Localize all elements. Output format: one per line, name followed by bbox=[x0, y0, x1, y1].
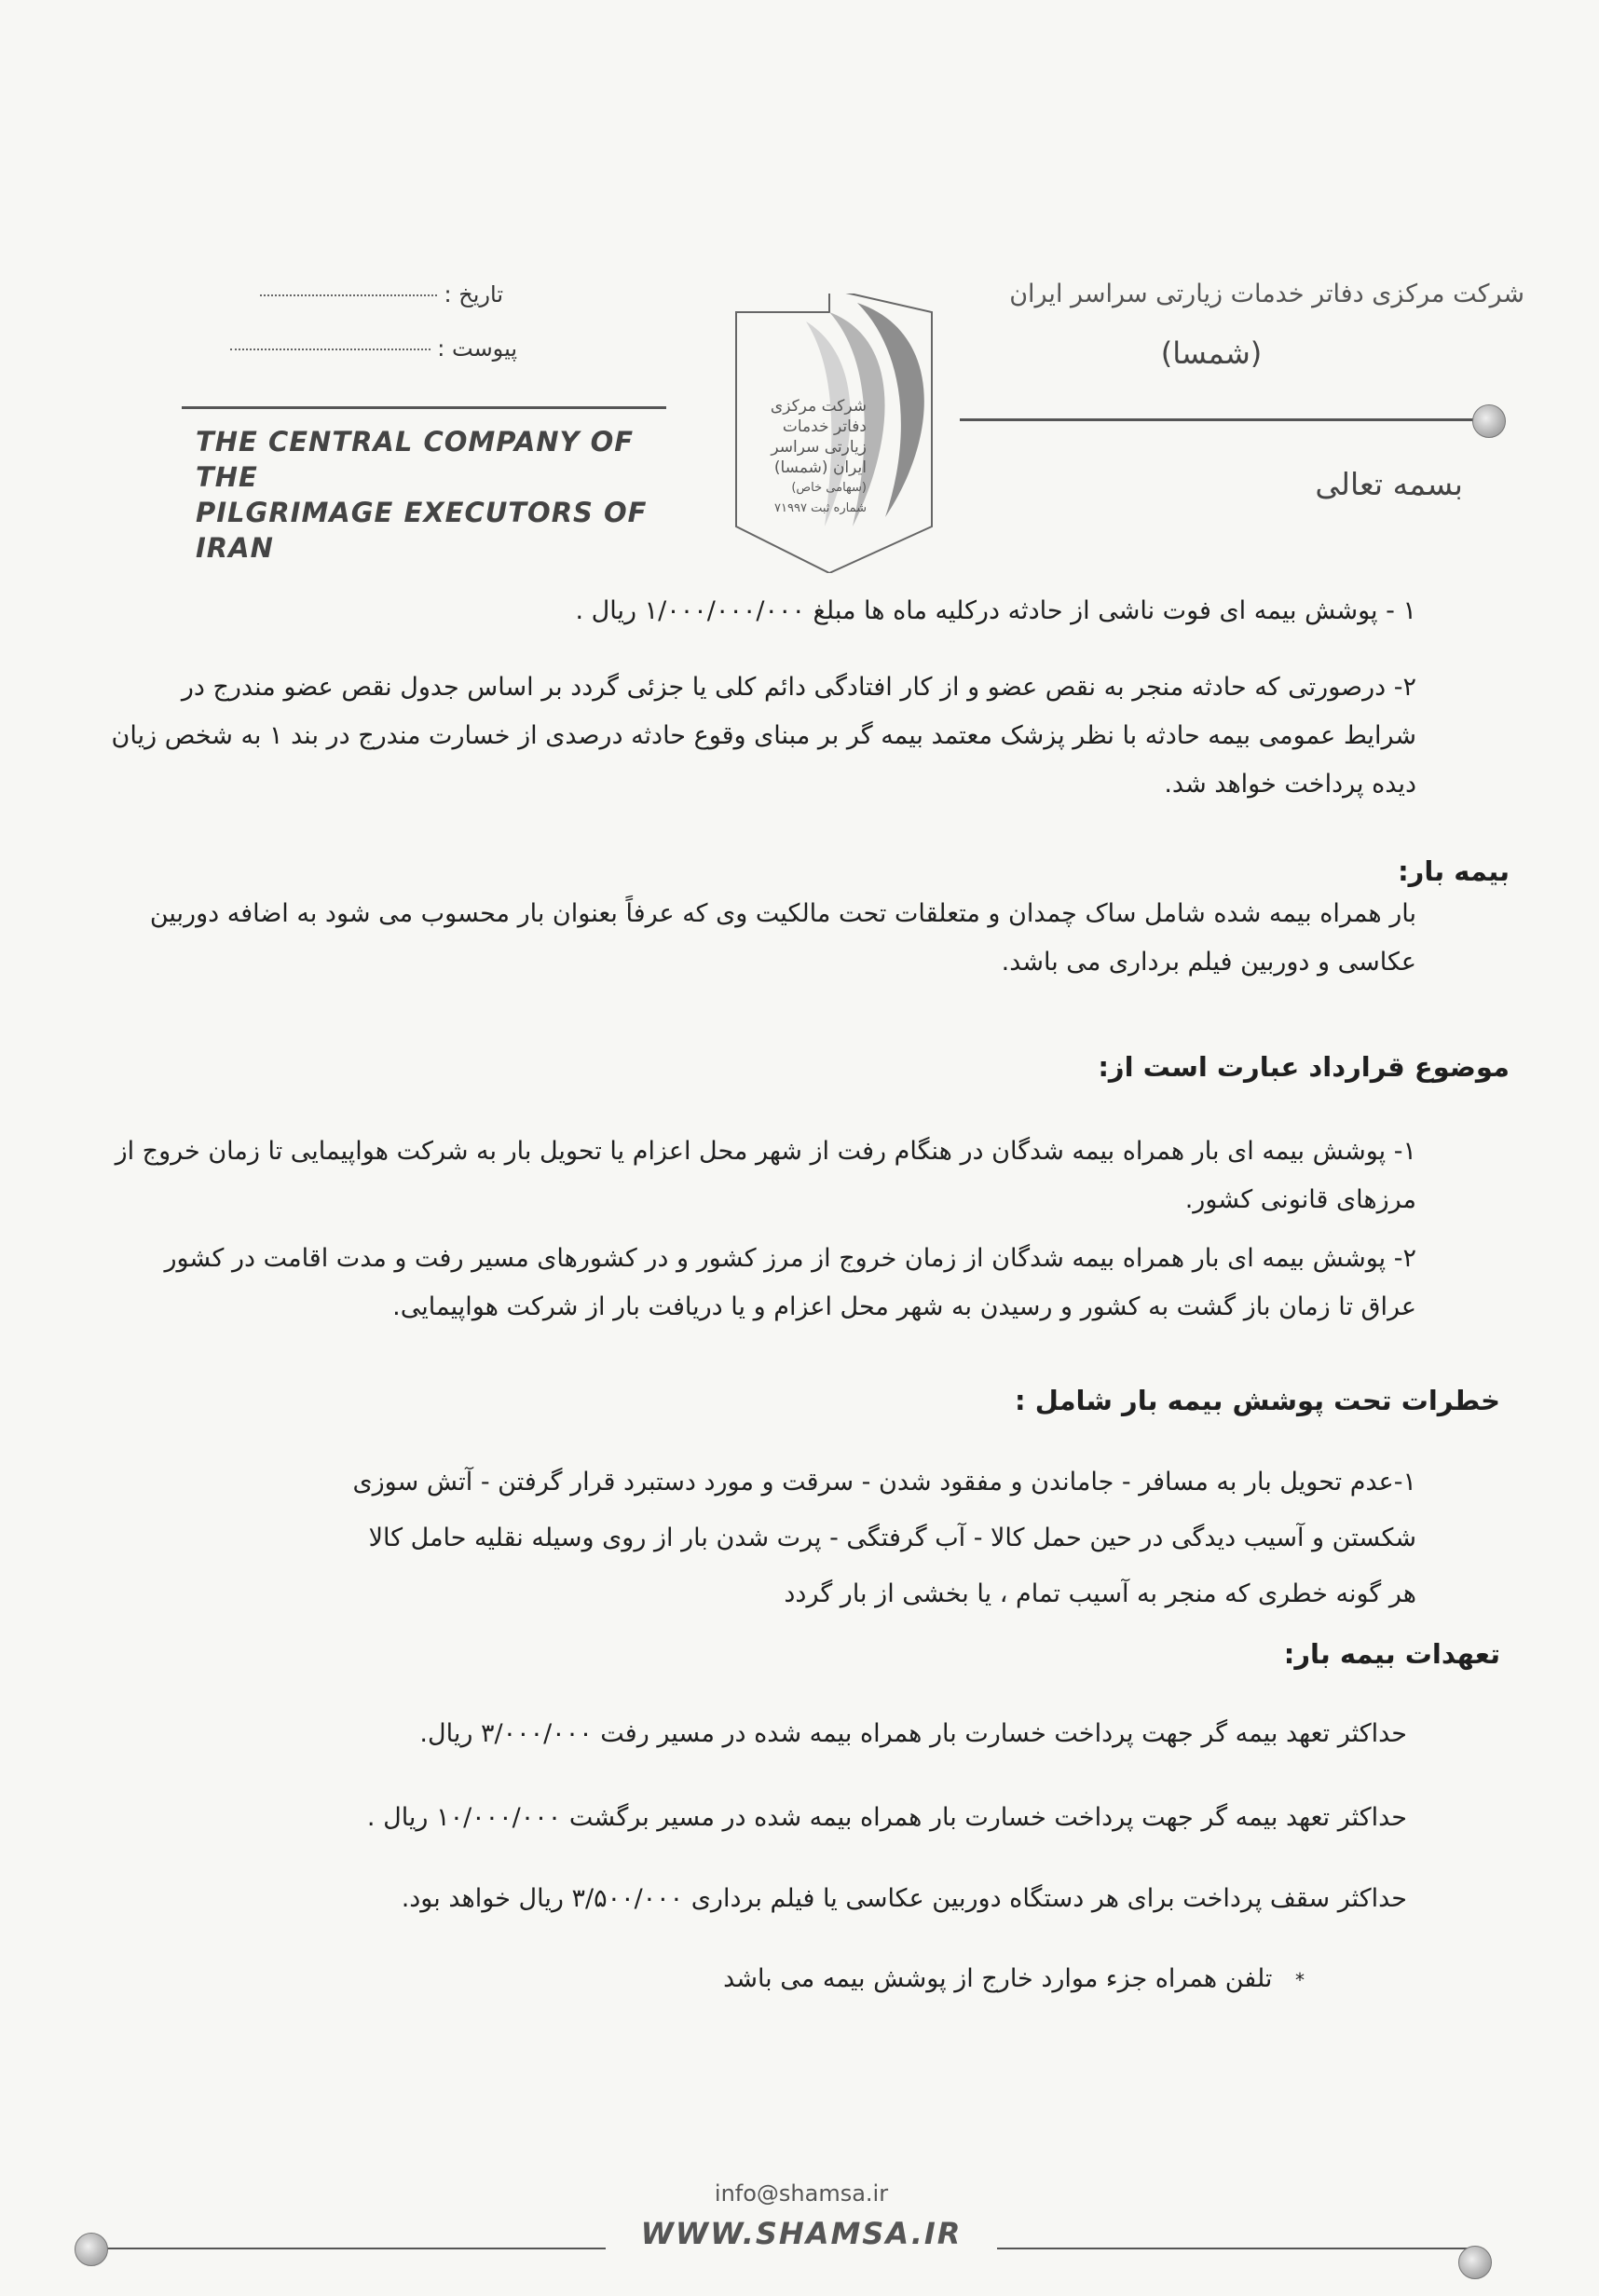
risks-line-2: شکستن و آسیب دیدگی در حین حمل کالا - آب گرفتگی - پرت شدن بار از روی وسیله نقلیه حامل کالا bbox=[368, 1524, 1416, 1552]
logo-text-line2: دفاتر خدمات bbox=[782, 417, 867, 436]
company-name-en-line2: PILGRIMAGE EXECUTORS OF IRAN bbox=[196, 497, 648, 564]
header-rule-left bbox=[182, 406, 666, 409]
mobile-phone-note bbox=[559, 1955, 1305, 2004]
note-text: تلفن همراه جزء موارد خارج از پوشش بیمه می باشد bbox=[723, 1964, 1273, 1993]
logo-text bbox=[727, 396, 867, 519]
risks-line-1: ۱-عدم تحویل بار به مسافر - جاماندن و مفقود شدن - سرقت و مورد دستبرد قرار گرفتن - آتش سوزی bbox=[352, 1468, 1416, 1496]
heading-contract-subject: موضوع قرارداد عبارت است از: bbox=[1098, 1051, 1510, 1083]
date-blank bbox=[260, 294, 437, 296]
attachment-label: پیوست : bbox=[437, 335, 517, 362]
subject-item-2: ۲- پوشش بیمه ای بار همراه بیمه شدگان از زمان خروج از مرز کشور و در کشورهای مسیر رفت و مدت اقامت در کشور عراق تا زمان باز گشت به کشور و رسیدن به شهر محل اعزام و یا دریافت بار از شرکت هواپیمایی. bbox=[164, 1244, 1416, 1321]
footer-website: WWW.SHAMSA.IR bbox=[606, 2216, 997, 2251]
clause-1: ۱ - پوشش بیمه ای فوت ناشی از حادثه درکلیه ماه ها مبلغ ۱/۰۰۰/۰۰۰/۰۰۰ ریال . bbox=[575, 596, 1416, 625]
attachment-blank bbox=[230, 348, 430, 350]
company-logo bbox=[718, 294, 950, 573]
subject-item-1: ۱- پوشش بیمه ای بار همراه بیمه شدگان در هنگام رفت از شهر محل اعزام یا تحویل بار به شرکت هواپیمایی تا زمان خروج از مرزهای قانونی کشور. bbox=[115, 1137, 1416, 1214]
header-rule-right bbox=[960, 418, 1482, 421]
company-name-fa bbox=[928, 280, 1524, 317]
date-field bbox=[214, 281, 503, 308]
obligation-outbound: حداکثر تعهد بیمه گر جهت پرداخت خسارت بار همراه بیمه شده در مسیر رفت ۳/۰۰۰/۰۰۰ ریال. bbox=[419, 1719, 1407, 1748]
heading-baggage-insurance: بیمه بار: bbox=[1398, 855, 1510, 887]
clause-2: ۲- درصورتی که حادثه منجر به نقص عضو و از کار افتادگی دائم کلی یا جزئی گردد بر اساس جدول نقص عضو مندرج در شرایط عمومی بیمه حادثه با نظر پزشک معتمد بیمه گر بر مبنای وقوع حادثه درصدی از خسارت مندرج در بند ۱ به شخص زیان دیده پرداخت خواهد شد. bbox=[111, 673, 1416, 799]
footer-email: info@shamsa.ir bbox=[714, 2180, 889, 2207]
obligation-return: حداکثر تعهد بیمه گر جهت پرداخت خسارت بار همراه بیمه شده در مسیر برگشت ۱۰/۰۰۰/۰۰۰ ریال . bbox=[366, 1803, 1407, 1832]
baggage-description: بار همراه بیمه شده شامل ساک چمدان و متعلقات تحت مالکیت وی که عرفاً بعنوان بار محسوب می شود به اضافه دوربین عکاسی و دوربین فیلم برداری می باشد. bbox=[149, 899, 1416, 977]
basmala: بسمه تعالی bbox=[1315, 466, 1463, 502]
company-name-en bbox=[196, 424, 680, 566]
header-rule-right-dot bbox=[1472, 404, 1506, 438]
logo-text-reg: شماره ثبت ۷۱۹۹۷ bbox=[774, 501, 867, 515]
company-abbr-fa: (شمسا) bbox=[1160, 335, 1263, 371]
logo-text-line5: (سهامی خاص) bbox=[791, 481, 867, 495]
heading-covered-risks: خطرات تحت پوشش بیمه بار شامل : bbox=[1015, 1385, 1500, 1416]
obligation-camera: حداکثر سقف پرداخت برای هر دستگاه دوربین عکاسی یا فیلم برداری ۳/۵۰۰/۰۰۰ ریال خواهد بود. bbox=[401, 1884, 1407, 1913]
company-name-fa-text: شرکت مرکزی دفاتر خدمات زیارتی سراسر ایران bbox=[1009, 280, 1524, 308]
logo-text-line3: زیارتی سراسر bbox=[771, 438, 867, 457]
footer-rule-right-dot bbox=[1458, 2246, 1492, 2279]
logo-text-line4: ایران (شمسا) bbox=[773, 458, 867, 477]
logo-text-line1: شرکت مرکزی bbox=[770, 397, 867, 416]
risks-line-3: هر گونه خطری که منجر به آسیب تمام ، یا بخشی از بار گردد bbox=[784, 1579, 1416, 1608]
company-name-en-line1: THE CENTRAL COMPANY OF THE bbox=[196, 426, 635, 493]
heading-baggage-obligations: تعهدات بیمه بار: bbox=[1283, 1638, 1500, 1670]
note-bullet: * bbox=[1295, 1969, 1305, 1991]
date-label: تاریخ : bbox=[444, 281, 503, 308]
attachment-field bbox=[196, 335, 517, 362]
footer-rule-left-dot bbox=[75, 2233, 108, 2266]
